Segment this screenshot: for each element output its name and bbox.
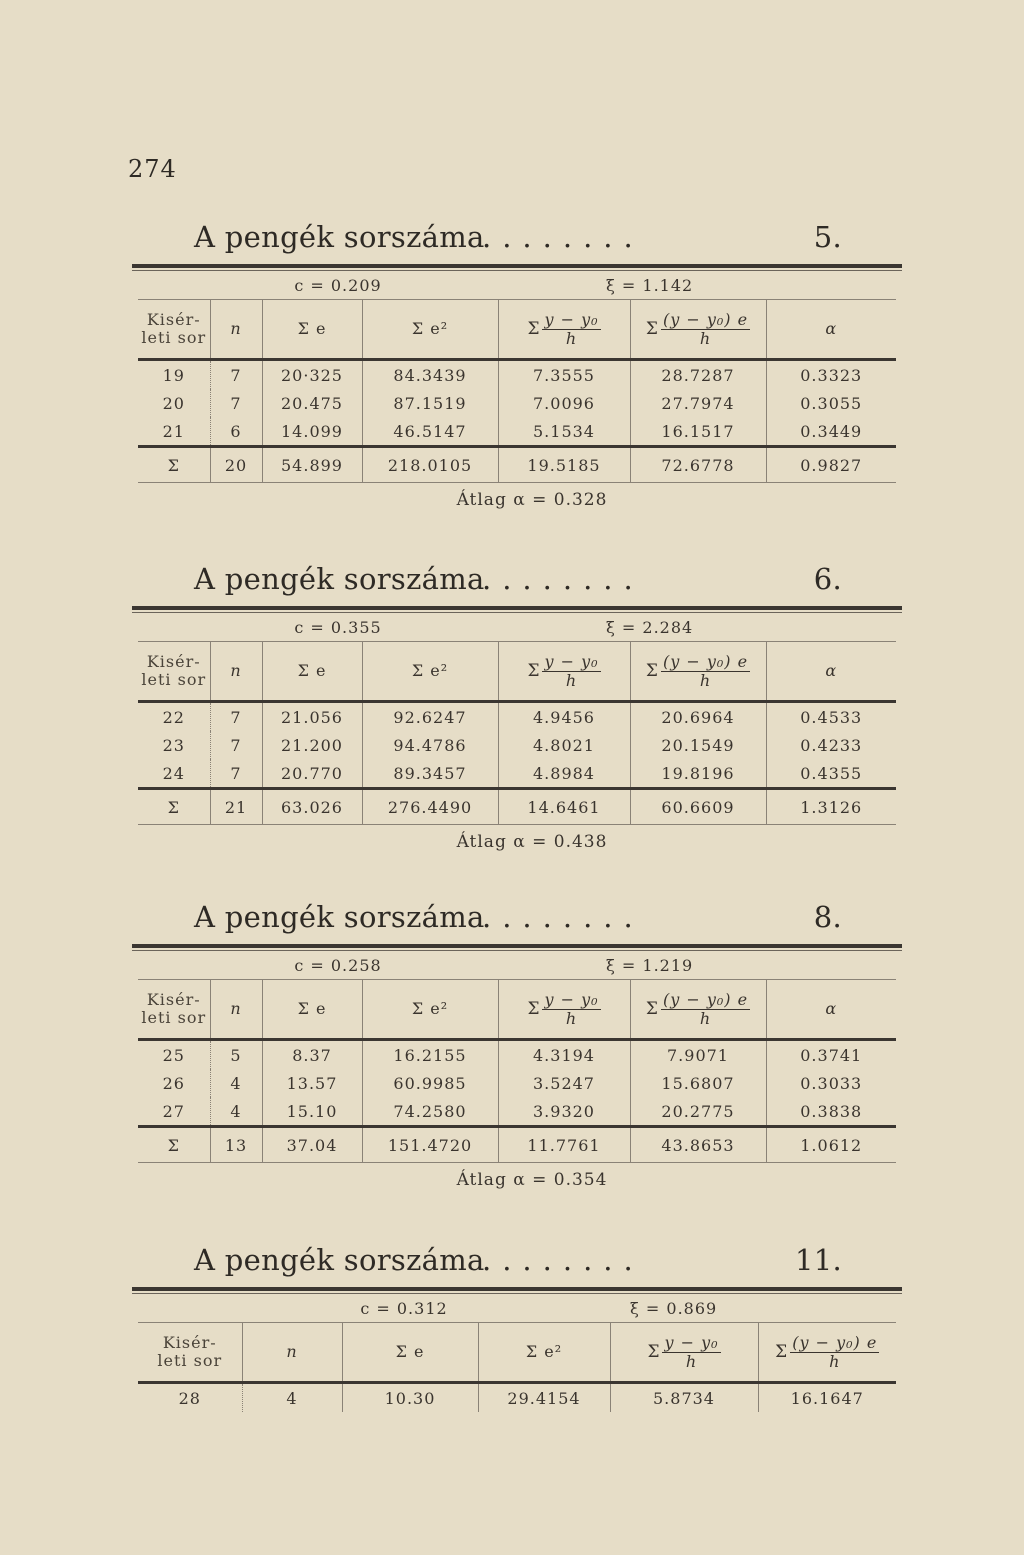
cell: 16.1647 xyxy=(790,1388,864,1408)
cell: 20 xyxy=(210,447,262,483)
table-row xyxy=(138,1040,896,1070)
cell: 0.3449 xyxy=(800,421,863,441)
cell: 74.2580 xyxy=(362,1097,498,1127)
section-title: A pengék sorszáma xyxy=(194,562,485,596)
cell: 54.899 xyxy=(262,447,362,483)
cell: 6 xyxy=(210,417,262,447)
col-header-sum-ratio: Σ $\frac{\text{y − y₀}}{h}$ xyxy=(498,300,630,359)
top-rule xyxy=(132,606,902,610)
cell: Σ xyxy=(138,447,210,483)
c-value: c = 0.258 xyxy=(138,951,498,980)
cell: 0.3323 xyxy=(800,365,863,385)
cell: 15.6807 xyxy=(630,1069,766,1097)
table-row xyxy=(138,1383,896,1413)
cell: 20.770 xyxy=(262,759,362,789)
col-header-sum-ratio-e: Σ $\frac{\text{(y − y₀) e}}{h}$ xyxy=(775,1332,878,1371)
section-8 xyxy=(132,900,902,1197)
leader-dots: ........ xyxy=(482,1243,644,1277)
cell: 7 xyxy=(210,731,262,759)
col-header-sum-ratio: Σ $\frac{\text{y − y₀}}{h}$ xyxy=(610,1323,758,1382)
average-row xyxy=(138,1163,896,1198)
section-title: A pengék sorszáma xyxy=(194,900,485,934)
sum-row xyxy=(138,1127,896,1163)
cell: 1.3126 xyxy=(766,789,896,825)
cell: 21.056 xyxy=(262,702,362,732)
average-value: Átlag α = 0.438 xyxy=(456,832,608,852)
cell: 63.026 xyxy=(262,789,362,825)
cell: 4 xyxy=(242,1383,342,1413)
page-number: 274 xyxy=(128,155,177,183)
col-header-sum-ratio-e: Σ $\frac{\text{(y − y₀) e}}{h}$ xyxy=(630,300,766,359)
col-header-n: n xyxy=(210,300,262,359)
cell: 1.0612 xyxy=(766,1127,896,1163)
params-row xyxy=(138,271,896,300)
cell: 21 xyxy=(210,789,262,825)
cell: 19.8196 xyxy=(630,759,766,789)
cell: 16.2155 xyxy=(362,1040,498,1070)
cell: 8.37 xyxy=(262,1040,362,1070)
cell: 19.5185 xyxy=(498,447,630,483)
section-heading xyxy=(132,562,902,602)
leader-dots: ........ xyxy=(482,562,644,596)
cell: 24 xyxy=(138,759,210,789)
sum-row xyxy=(138,789,896,825)
cell: 16.1517 xyxy=(630,417,766,447)
cell: 0.4355 xyxy=(800,763,863,783)
section-number: 8. xyxy=(813,900,842,934)
cell: 7 xyxy=(210,360,262,390)
cell: 27.7974 xyxy=(630,389,766,417)
xi-value: ξ = 0.869 xyxy=(610,1294,896,1323)
average-row xyxy=(138,483,896,518)
col-header-sum-e2: Σ e² xyxy=(478,1323,610,1382)
cell: 7 xyxy=(210,759,262,789)
cell: 3.9320 xyxy=(498,1097,630,1127)
cell: 21 xyxy=(138,417,210,447)
col-header-n: n xyxy=(210,642,262,701)
cell: 28.7287 xyxy=(630,360,766,390)
top-rule xyxy=(132,1287,902,1291)
average-row xyxy=(138,825,896,860)
table-row xyxy=(138,702,896,732)
section-title: A pengék sorszáma xyxy=(194,1243,485,1277)
cell: 0.4533 xyxy=(800,707,863,727)
data-table xyxy=(138,1294,896,1412)
cell: 7 xyxy=(210,389,262,417)
section-6 xyxy=(132,562,902,859)
cell: 60.9985 xyxy=(362,1069,498,1097)
table-row xyxy=(138,389,896,417)
section-heading xyxy=(132,220,902,260)
cell: 28 xyxy=(138,1383,242,1413)
data-table xyxy=(138,271,896,517)
top-rule xyxy=(132,944,902,948)
cell: 22 xyxy=(138,702,210,732)
average-value: Átlag α = 0.354 xyxy=(456,1170,608,1190)
c-value: c = 0.355 xyxy=(138,613,498,642)
cell: 20.475 xyxy=(262,389,362,417)
cell: 10.30 xyxy=(342,1383,478,1413)
col-header-sum-e2: Σ e² xyxy=(362,980,498,1039)
col-header-sum-e: Σ e xyxy=(342,1323,478,1382)
cell: 7.9071 xyxy=(630,1040,766,1070)
cell: 7.3555 xyxy=(498,360,630,390)
col-header-alpha: α xyxy=(825,661,838,680)
col-header-sum-e: Σ e xyxy=(262,300,362,359)
header-row xyxy=(138,300,896,359)
xi-value: ξ = 2.284 xyxy=(498,613,896,642)
cell: 20.2775 xyxy=(630,1097,766,1127)
cell: 43.8653 xyxy=(630,1127,766,1163)
cell: 25 xyxy=(138,1040,210,1070)
cell: 23 xyxy=(138,731,210,759)
header-row xyxy=(138,1323,896,1382)
table-row xyxy=(138,360,896,390)
section-title: A pengék sorszáma xyxy=(194,220,485,254)
cell: 5.1534 xyxy=(498,417,630,447)
cell: 4 xyxy=(210,1069,262,1097)
cell: 26 xyxy=(138,1069,210,1097)
cell: 4.8021 xyxy=(498,731,630,759)
c-value: c = 0.312 xyxy=(138,1294,610,1323)
cell: 87.1519 xyxy=(362,389,498,417)
cell: 29.4154 xyxy=(478,1383,610,1413)
cell: Σ xyxy=(138,1127,210,1163)
section-number: 6. xyxy=(813,562,842,596)
cell: 92.6247 xyxy=(362,702,498,732)
xi-value: ξ = 1.219 xyxy=(498,951,896,980)
col-header-series: Kisér- leti sor xyxy=(138,642,210,701)
cell: 19 xyxy=(138,360,210,390)
header-row xyxy=(138,980,896,1039)
cell: 46.5147 xyxy=(362,417,498,447)
cell: 276.4490 xyxy=(362,789,498,825)
section-11 xyxy=(132,1243,902,1412)
col-header-sum-e2: Σ e² xyxy=(362,642,498,701)
cell: 20.6964 xyxy=(630,702,766,732)
col-header-sum-ratio-e: Σ $\frac{\text{(y − y₀) e}}{h}$ xyxy=(630,642,766,701)
cell: 5.8734 xyxy=(610,1383,758,1413)
col-header-sum-e: Σ e xyxy=(262,642,362,701)
cell: 27 xyxy=(138,1097,210,1127)
data-table xyxy=(138,613,896,859)
cell: 94.4786 xyxy=(362,731,498,759)
cell: 0.3741 xyxy=(800,1045,863,1065)
cell: 89.3457 xyxy=(362,759,498,789)
cell: 0.3033 xyxy=(800,1073,863,1093)
cell: 14.6461 xyxy=(498,789,630,825)
c-value: c = 0.209 xyxy=(138,271,498,300)
cell: 5 xyxy=(210,1040,262,1070)
cell: 0.9827 xyxy=(766,447,896,483)
cell: 151.4720 xyxy=(362,1127,498,1163)
col-header-sum-ratio-e: Σ $\frac{\text{(y − y₀) e}}{h}$ xyxy=(630,980,766,1039)
cell: Σ xyxy=(138,789,210,825)
section-heading xyxy=(132,900,902,940)
cell: 0.4233 xyxy=(800,735,863,755)
cell: 20·325 xyxy=(262,360,362,390)
cell: 20 xyxy=(138,389,210,417)
col-header-sum-e: Σ e xyxy=(262,980,362,1039)
table-row xyxy=(138,759,896,789)
col-header-n: n xyxy=(210,980,262,1039)
cell: 60.6609 xyxy=(630,789,766,825)
col-header-sum-ratio: Σ $\frac{\text{y − y₀}}{h}$ xyxy=(498,642,630,701)
params-row xyxy=(138,613,896,642)
params-row xyxy=(138,951,896,980)
cell: 4.3194 xyxy=(498,1040,630,1070)
cell: 13.57 xyxy=(262,1069,362,1097)
top-rule xyxy=(132,264,902,268)
cell: 14.099 xyxy=(262,417,362,447)
col-header-series: Kisér- leti sor xyxy=(138,980,210,1039)
cell: 218.0105 xyxy=(362,447,498,483)
cell: 7 xyxy=(210,702,262,732)
section-number: 5. xyxy=(813,220,842,254)
leader-dots: ........ xyxy=(482,220,644,254)
cell: 0.3838 xyxy=(800,1101,863,1121)
table-row xyxy=(138,1069,896,1097)
col-header-series: Kisér- leti sor xyxy=(138,1323,242,1382)
xi-value: ξ = 1.142 xyxy=(498,271,896,300)
col-header-n: n xyxy=(242,1323,342,1382)
section-number: 11. xyxy=(794,1243,842,1277)
cell: 37.04 xyxy=(262,1127,362,1163)
cell: 3.5247 xyxy=(498,1069,630,1097)
cell: 4 xyxy=(210,1097,262,1127)
section-heading xyxy=(132,1243,902,1283)
cell: 84.3439 xyxy=(362,360,498,390)
sum-row xyxy=(138,447,896,483)
cell: 13 xyxy=(210,1127,262,1163)
table-row xyxy=(138,1097,896,1127)
data-table xyxy=(138,951,896,1197)
average-value: Átlag α = 0.328 xyxy=(456,490,608,510)
cell: 21.200 xyxy=(262,731,362,759)
col-header-alpha: α xyxy=(825,319,838,338)
leader-dots: ........ xyxy=(482,900,644,934)
col-header-alpha: α xyxy=(825,999,838,1018)
cell: 20.1549 xyxy=(630,731,766,759)
header-row xyxy=(138,642,896,701)
table-row xyxy=(138,417,896,447)
cell: 15.10 xyxy=(262,1097,362,1127)
cell: 7.0096 xyxy=(498,389,630,417)
cell: 4.8984 xyxy=(498,759,630,789)
cell: 11.7761 xyxy=(498,1127,630,1163)
table-row xyxy=(138,731,896,759)
params-row xyxy=(138,1294,896,1323)
col-header-series: Kisér- leti sor xyxy=(138,300,210,359)
cell: 0.3055 xyxy=(800,393,863,413)
col-header-sum-ratio: Σ $\frac{\text{y − y₀}}{h}$ xyxy=(498,980,630,1039)
cell: 4.9456 xyxy=(498,702,630,732)
cell: 72.6778 xyxy=(630,447,766,483)
section-5 xyxy=(132,220,902,517)
col-header-sum-e2: Σ e² xyxy=(362,300,498,359)
